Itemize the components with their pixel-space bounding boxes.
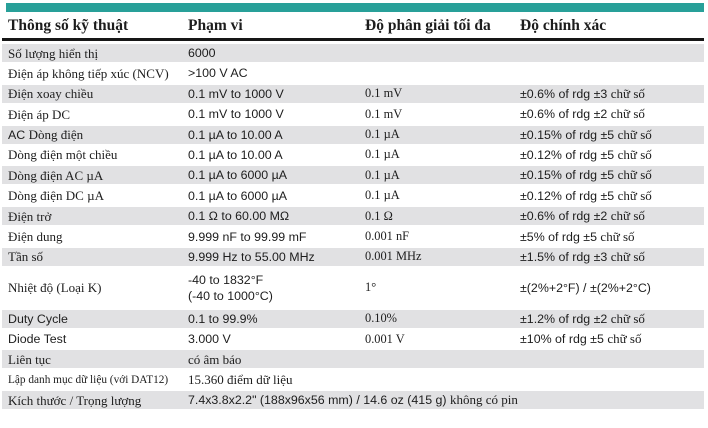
table-row <box>2 187 704 205</box>
table-row <box>2 105 704 123</box>
spec-resolution: 0.001 V <box>365 331 405 346</box>
column-header-range: Phạm vi <box>188 17 243 34</box>
spec-accuracy: ±0.15% of rdg ±5 chữ số <box>520 126 652 142</box>
spec-accuracy: ±0.6% of rdg ±2 chữ số <box>520 208 645 224</box>
table-row <box>2 371 704 389</box>
table-row <box>2 350 704 368</box>
spec-range: 9.999 nF to 99.99 mF <box>188 229 307 244</box>
spec-range: 0.1 µA to 10.00 A <box>188 127 283 142</box>
spec-label: Lập danh mục dữ liệu (với DAT12) <box>8 374 169 387</box>
spec-accuracy: ±10% of rdg ±5 chữ số <box>520 331 642 347</box>
spec-resolution: 0.001 MHz <box>365 249 422 264</box>
spec-range: 9.999 Hz to 55.00 MHz <box>188 249 315 264</box>
table-row <box>2 146 704 164</box>
spec-label: Liên tục <box>8 351 51 367</box>
spec-label: Diode Test <box>8 332 67 347</box>
spec-sheet <box>0 3 708 428</box>
spec-resolution: 0.1 mV <box>365 106 403 121</box>
spec-label: Nhiệt độ (Loại K) <box>8 280 102 296</box>
spec-label: Dòng điện AC µA <box>8 167 104 183</box>
spec-accuracy: ±0.12% of rdg ±5 chữ số <box>520 187 652 203</box>
spec-label: Dòng điện DC µA <box>8 188 104 204</box>
spec-accuracy: ±1.5% of rdg ±3 chữ số <box>520 248 645 264</box>
spec-range: 7.4x3.8x2.2" (188x96x56 mm) / 14.6 oz (415 g) không có pin <box>188 392 518 408</box>
table-row <box>2 268 704 307</box>
spec-range: 0.1 mV to 1000 V <box>188 107 284 122</box>
spec-label: Kích thước / Trọng lượng <box>8 392 142 408</box>
spec-resolution: 0.1 µA <box>365 167 400 182</box>
table-row <box>2 44 704 62</box>
spec-range: 0.1 to 99.9% <box>188 311 258 326</box>
spec-range: 15.360 điểm dữ liệu <box>188 372 293 388</box>
table-row <box>2 85 704 103</box>
spec-accuracy: ±0.6% of rdg ±2 chữ số <box>520 106 645 122</box>
spec-label: Duty Cycle <box>8 311 68 326</box>
spec-resolution: 0.1 Ω <box>365 208 393 223</box>
spec-label: Điện trở <box>8 208 52 224</box>
table-row <box>2 248 704 266</box>
spec-range: -40 to 1832°F (-40 to 1000°C) <box>188 272 273 303</box>
spec-range: >100 V AC <box>188 66 248 81</box>
table-row <box>2 330 704 348</box>
spec-range: 0.1 Ω to 60.00 MΩ <box>188 209 290 224</box>
spec-label: AC Dòng điện <box>8 126 84 142</box>
spec-resolution: 0.1 µA <box>365 147 400 162</box>
table-row <box>2 166 704 184</box>
table-row <box>2 64 704 82</box>
spec-label: Điện dung <box>8 229 63 245</box>
spec-range: 3.000 V <box>188 332 231 347</box>
spec-range: có âm báo <box>188 351 242 367</box>
spec-range: 0.1 µA to 6000 µA <box>188 188 288 203</box>
spec-label: Điện áp DC <box>8 106 71 122</box>
spec-resolution: 0.001 nF <box>365 229 410 244</box>
spec-accuracy: ±0.15% of rdg ±5 chữ số <box>520 167 652 183</box>
spec-resolution: 0.10% <box>365 311 398 326</box>
spec-label: Số lượng hiển thị <box>8 45 99 61</box>
spec-label: Dòng điện một chiều <box>8 147 118 163</box>
spec-label: Điện xoay chiều <box>8 86 94 102</box>
spec-accuracy: ±(2%+2°F) / ±(2%+2°C) <box>520 280 651 295</box>
column-header-specs: Thông số kỹ thuật <box>8 17 129 34</box>
table-row <box>2 310 704 328</box>
spec-label: Tần số <box>8 249 44 265</box>
spec-range: 0.1 µA to 10.00 A <box>188 147 283 162</box>
header-rule <box>2 38 704 41</box>
spec-range: 0.1 mV to 1000 V <box>188 86 284 101</box>
spec-range: 0.1 µA to 6000 µA <box>188 168 288 183</box>
spec-range: 6000 <box>188 46 216 60</box>
spec-accuracy: ±0.6% of rdg ±3 chữ số <box>520 85 645 101</box>
spec-accuracy: ±0.12% of rdg ±5 chữ số <box>520 146 652 162</box>
spec-accuracy: ±1.2% of rdg ±2 chữ số <box>520 310 645 326</box>
table-row <box>2 391 704 409</box>
table-header <box>2 12 704 38</box>
spec-table-body <box>0 44 708 409</box>
spec-resolution: 0.1 µA <box>365 127 400 142</box>
accent-bar <box>6 3 704 12</box>
spec-resolution: 1° <box>365 280 377 295</box>
spec-label: Điện áp không tiếp xúc (NCV) <box>8 65 169 81</box>
spec-accuracy: ±5% of rdg ±5 chữ số <box>520 228 635 244</box>
column-header-accuracy: Độ chính xác <box>520 17 607 34</box>
spec-resolution: 0.1 mV <box>365 86 403 101</box>
column-header-resolution: Độ phân giải tối đa <box>365 17 491 34</box>
table-row <box>2 207 704 225</box>
table-row <box>2 126 704 144</box>
spec-resolution: 0.1 µA <box>365 188 400 203</box>
table-row <box>2 228 704 246</box>
